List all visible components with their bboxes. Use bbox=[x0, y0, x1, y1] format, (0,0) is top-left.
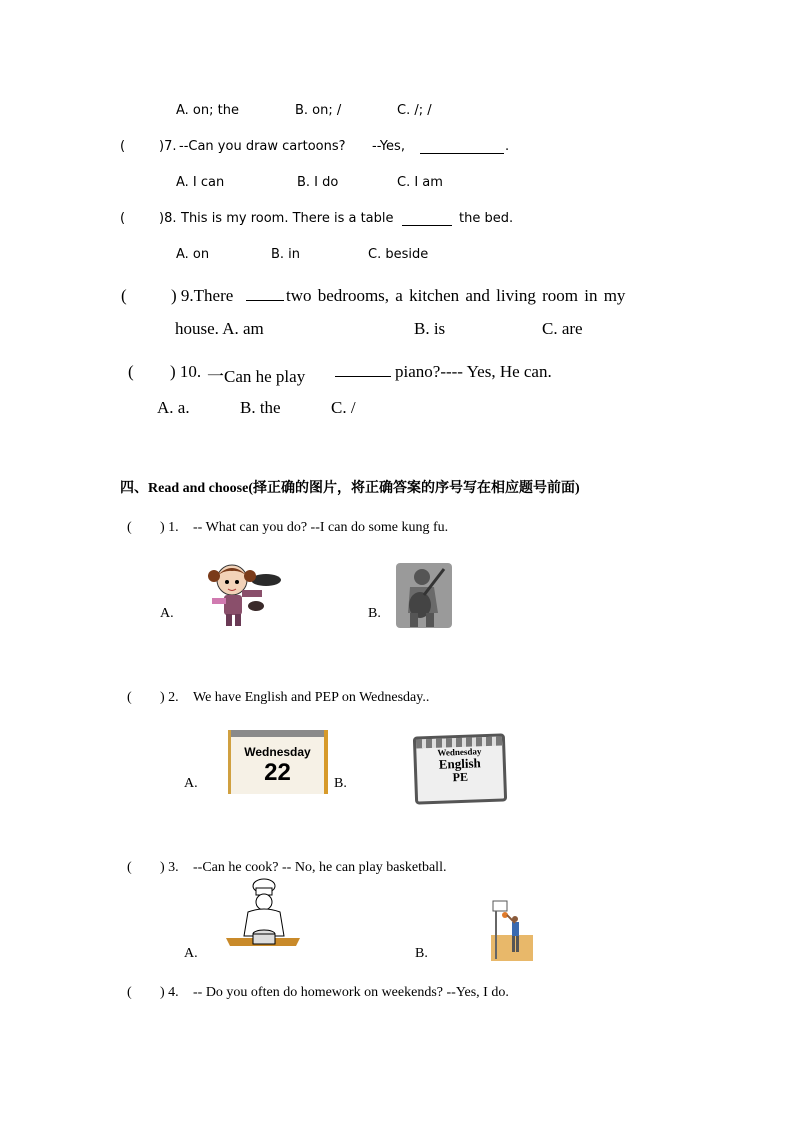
calendar-b-subject-1: English bbox=[438, 755, 482, 772]
q6-option-b: B. on; / bbox=[295, 103, 342, 118]
q7-paren: ( bbox=[120, 139, 126, 154]
q10-option-b: B. the bbox=[240, 398, 281, 417]
q8-answer-blank[interactable] bbox=[402, 211, 452, 230]
q8-option-a: A. on bbox=[176, 247, 210, 262]
q10-option-a: A. a. bbox=[157, 398, 190, 417]
p1-option-b: B. bbox=[368, 606, 381, 621]
calendar-wednesday-22 bbox=[228, 730, 328, 794]
q8-tail: the bed. bbox=[459, 211, 514, 226]
q7-end: . bbox=[505, 139, 510, 154]
p3-paren: ( bbox=[127, 860, 132, 875]
p2-option-a: A. bbox=[184, 776, 198, 791]
q9-option-b: B. is bbox=[414, 319, 446, 338]
q6-option-c: C. /; / bbox=[397, 103, 432, 118]
p3-option-b: B. bbox=[415, 946, 428, 961]
q10-option-c: C. / bbox=[331, 398, 356, 417]
q7-number: )7. bbox=[159, 139, 177, 154]
q9-question-cont: house. A. am bbox=[175, 319, 264, 338]
p2-paren: ( bbox=[127, 690, 132, 705]
q10-tail: piano?---- Yes, He can. bbox=[395, 362, 552, 381]
p4-number: ) 4. bbox=[160, 985, 179, 1000]
p3-question: --Can he cook? -- No, he can play basketball. bbox=[193, 860, 447, 875]
p1-question: -- What can you do? --I can do some kung fu. bbox=[193, 520, 449, 535]
q8-question: This is my room. There is a table bbox=[181, 211, 394, 226]
q7-answer-blank[interactable] bbox=[420, 139, 504, 158]
calendar-a-number: 22 bbox=[264, 759, 291, 786]
p1-paren: ( bbox=[127, 520, 132, 535]
q10-question: 一Can he play bbox=[207, 367, 306, 386]
q8-number: )8. bbox=[159, 211, 177, 226]
q10-paren: ( bbox=[128, 362, 134, 381]
q9-question: two bedrooms, a kitchen and living room in my bbox=[286, 286, 626, 305]
girl-kungfu-image bbox=[202, 560, 284, 628]
calendar-b-day: Wednesday bbox=[437, 746, 482, 758]
basketball-player-image bbox=[491, 899, 533, 961]
q10-answer-blank[interactable] bbox=[335, 362, 391, 382]
q8-paren: ( bbox=[120, 211, 126, 226]
p2-option-b: B. bbox=[334, 776, 347, 791]
p1-option-a: A. bbox=[160, 606, 174, 621]
q9-paren: ( bbox=[121, 286, 127, 305]
q7-option-b: B. I do bbox=[297, 175, 339, 190]
chef-cooking-image bbox=[226, 878, 300, 952]
p2-number: ) 2. bbox=[160, 690, 179, 705]
boy-guitar-image bbox=[396, 563, 452, 628]
q9-number: ) 9.There bbox=[171, 286, 234, 305]
p3-option-a: A. bbox=[184, 946, 198, 961]
p2-question: We have English and PEP on Wednesday.. bbox=[193, 690, 430, 705]
p4-question: -- Do you often do homework on weekends? --Yes, I do. bbox=[193, 985, 509, 1000]
p4-paren: ( bbox=[127, 985, 132, 1000]
q7-question: --Can you draw cartoons? bbox=[179, 139, 346, 154]
q10-number: ) 10. bbox=[170, 362, 202, 381]
calendar-a-day: Wednesday bbox=[244, 745, 311, 759]
q7-option-a: A. I can bbox=[176, 175, 225, 190]
q7-reply: --Yes, bbox=[372, 139, 405, 154]
q9-answer-blank[interactable] bbox=[246, 286, 284, 306]
q7-option-c: C. I am bbox=[397, 175, 443, 190]
q6-option-a: A. on; the bbox=[176, 103, 239, 118]
section-4-heading: 四、Read and choose(择正确的图片，将正确答案的序号写在相应题号前面) bbox=[120, 481, 580, 496]
calendar-wednesday-english-pe bbox=[413, 733, 507, 804]
p1-number: ) 1. bbox=[160, 520, 179, 535]
q8-option-b: B. in bbox=[271, 247, 301, 262]
calendar-b-subject-2: PE bbox=[452, 769, 469, 785]
q9-option-c: C. are bbox=[542, 319, 583, 338]
q8-option-c: C. beside bbox=[368, 247, 429, 262]
p3-number: ) 3. bbox=[160, 860, 179, 875]
